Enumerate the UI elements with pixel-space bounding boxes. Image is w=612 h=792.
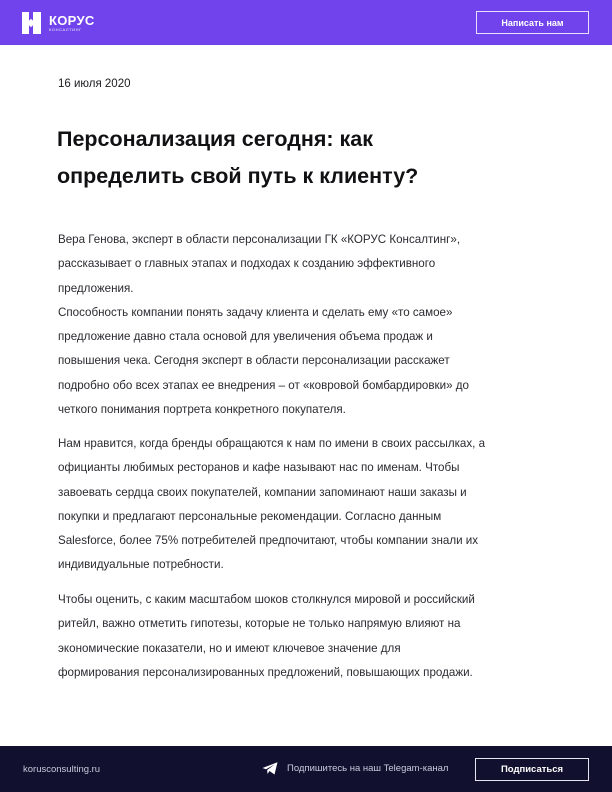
contact-us-button[interactable]: Написать нам: [476, 11, 589, 34]
telegram-promo[interactable]: [262, 762, 448, 775]
title-line: определить свой путь к клиенту?: [57, 164, 419, 188]
site-link[interactable]: korusconsulting.ru: [23, 764, 101, 775]
logo-text: [49, 14, 95, 33]
logo-subtitle: КОНСАЛТИНГ: [49, 26, 82, 32]
text-line: экономические показатели, но и имеют ключевое значение для: [58, 641, 401, 655]
logo[interactable]: [22, 11, 95, 35]
text-line: индивидуальные потребности.: [58, 558, 224, 572]
text-line: ритейл, важно отметить гипотезы, которые не только напрямую влияют на: [58, 617, 461, 631]
text-line: рассказывает о главных этапах и подходах к созданию эффективного: [58, 257, 436, 271]
text-line: официанты любимых ресторанов и кафе называют нас по именам. Чтобы: [58, 461, 460, 475]
publish-date: 16 июля 2020: [58, 78, 131, 90]
paragraph-intro: [58, 228, 563, 422]
text-line: Вера Генова, эксперт в области персонализации ГК «КОРУС Консалтинг»,: [58, 233, 461, 246]
text-line: повышения чека. Сегодня эксперт в области персонализации расскажет: [58, 354, 450, 368]
text-line: Чтобы оценить, с каким масштабом шоков столкнулся мировой и российский: [58, 593, 475, 606]
title-line: Персонализация сегодня: как: [57, 127, 373, 151]
text-line: предложения.: [58, 281, 134, 295]
text-line: предложение давно стала основой для увеличения объема продаж и: [58, 330, 433, 344]
text-line: Нам нравится, когда бренды обращаются к нам по имени в своих рассылках, а: [58, 437, 486, 450]
text-line: завоевать сердца своих покупателей, компании запоминают наши заказы и: [58, 485, 467, 499]
text-line: подробно обо всех этапах ее внедрения – от «ковровой бомбардировки» до: [58, 378, 469, 392]
text-line: Способность компании понять задачу клиента и сделать ему «то самое»: [58, 305, 453, 319]
text-line: покупки и предлагают персональные рекомендации. Согласно данным: [58, 509, 442, 523]
text-line: формирования персонализированных предложений, повышающих продажи.: [58, 665, 473, 679]
subscribe-button[interactable]: Подписаться: [475, 758, 589, 781]
telegram-icon: [262, 762, 278, 775]
paragraph-3: [58, 588, 563, 685]
article-title: [57, 121, 577, 195]
logo-title: КОРУС: [49, 12, 95, 28]
telegram-text: Подпишитесь на наш Telegam-канал: [287, 763, 449, 774]
logo-mark-icon: [22, 12, 44, 34]
paragraph-2: [58, 432, 563, 578]
text-line: четкого понимания портрета конкретного покупателя.: [58, 403, 346, 417]
site-footer: [0, 746, 612, 792]
text-line: Salesforce, более 75% потребителей предпочитают, чтобы компании знали их: [58, 534, 479, 548]
site-header: [0, 0, 612, 45]
